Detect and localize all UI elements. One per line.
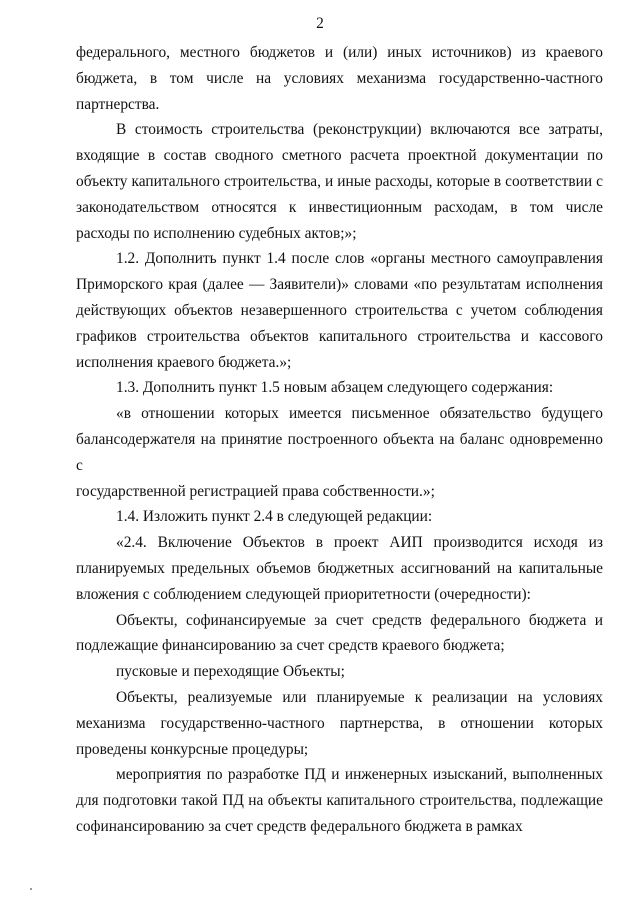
paragraph (76, 762, 603, 839)
text-line: законодательством относятся к инвестиционным расходам, в том числе (76, 198, 603, 216)
paragraph (76, 40, 603, 117)
paragraph (76, 117, 603, 246)
paragraph (76, 659, 603, 685)
text-line: партнерства. (76, 95, 160, 113)
text-line: действующих объектов незавершенного строительства с учетом соблюдения (76, 301, 603, 319)
text-line: вложения с соблюдением следующей приоритетности (очередности): (76, 585, 531, 603)
text-line: «в отношении которых имеется письменное обязательство будущего (116, 405, 603, 423)
paragraph (76, 375, 603, 401)
text-line: 1.3. Дополнить пункт 1.5 новым абзацем следующего содержания: (116, 379, 554, 397)
text-line: входящие в состав сводного сметного расчета проектной документации по (76, 147, 603, 165)
text-line: механизма государственно-частного партнерства, в отношении которых (76, 714, 603, 732)
text-line: объекту капитального строительства, и иные расходы, которые в соответствии с (76, 172, 603, 190)
text-line: государственной регистрацией права собственности.»; (76, 482, 435, 500)
text-line: бюджета, в том числе на условиях механизма государственно-частного (76, 69, 603, 87)
text-line: В стоимость строительства (реконструкции) включаются все затраты, (116, 121, 603, 139)
text-line: для подготовки такой ПД на объекты капитального строительства, подлежащие (76, 792, 603, 810)
text-line: исполнения краевого бюджета.»; (76, 353, 292, 371)
scan-speck (30, 888, 32, 890)
text-line: мероприятия по разработке ПД и инженерных изысканий, выполненных (116, 766, 603, 784)
document-body (76, 40, 603, 840)
text-line: графиков строительства объектов капитального строительства и кассового (76, 327, 603, 345)
paragraph (76, 504, 603, 530)
text-line: пусковые и переходящие Объекты; (116, 663, 345, 681)
text-line: проведены конкурсные процедуры; (76, 740, 309, 758)
text-line: расходы по исполнению судебных актов;»; (76, 224, 357, 242)
text-line: подлежащие финансированию за счет средств краевого бюджета; (76, 637, 505, 655)
paragraph (76, 685, 603, 762)
text-line: Объекты, софинансируемые за счет средств федерального бюджета и (116, 611, 603, 629)
paragraph (76, 246, 603, 375)
text-line: федерального, местного бюджетов и (или) иных источников) из краевого (76, 44, 603, 61)
paragraph (76, 530, 603, 607)
paragraph (76, 608, 603, 660)
text-line: 1.2. Дополнить пункт 1.4 после слов «органы местного самоуправления (116, 250, 603, 268)
text-line: «2.4. Включение Объектов в проект АИП производится исходя из (116, 534, 603, 552)
text-line: балансодержателя на принятие построенного объекта на баланс одновременно с (76, 430, 603, 474)
page-number: 2 (316, 15, 324, 32)
text-line: 1.4. Изложить пункт 2.4 в следующей редакции: (116, 508, 433, 526)
text-line: Приморского края (далее — Заявители)» словами «по результатам исполнения (76, 276, 603, 294)
text-line: Объекты, реализуемые или планируемые к реализации на условиях (116, 688, 603, 706)
paragraph (76, 401, 603, 504)
text-line: софинансированию за счет средств федерального бюджета в рамках (76, 817, 523, 835)
text-line: планируемых предельных объемов бюджетных ассигнований на капитальные (76, 559, 603, 577)
